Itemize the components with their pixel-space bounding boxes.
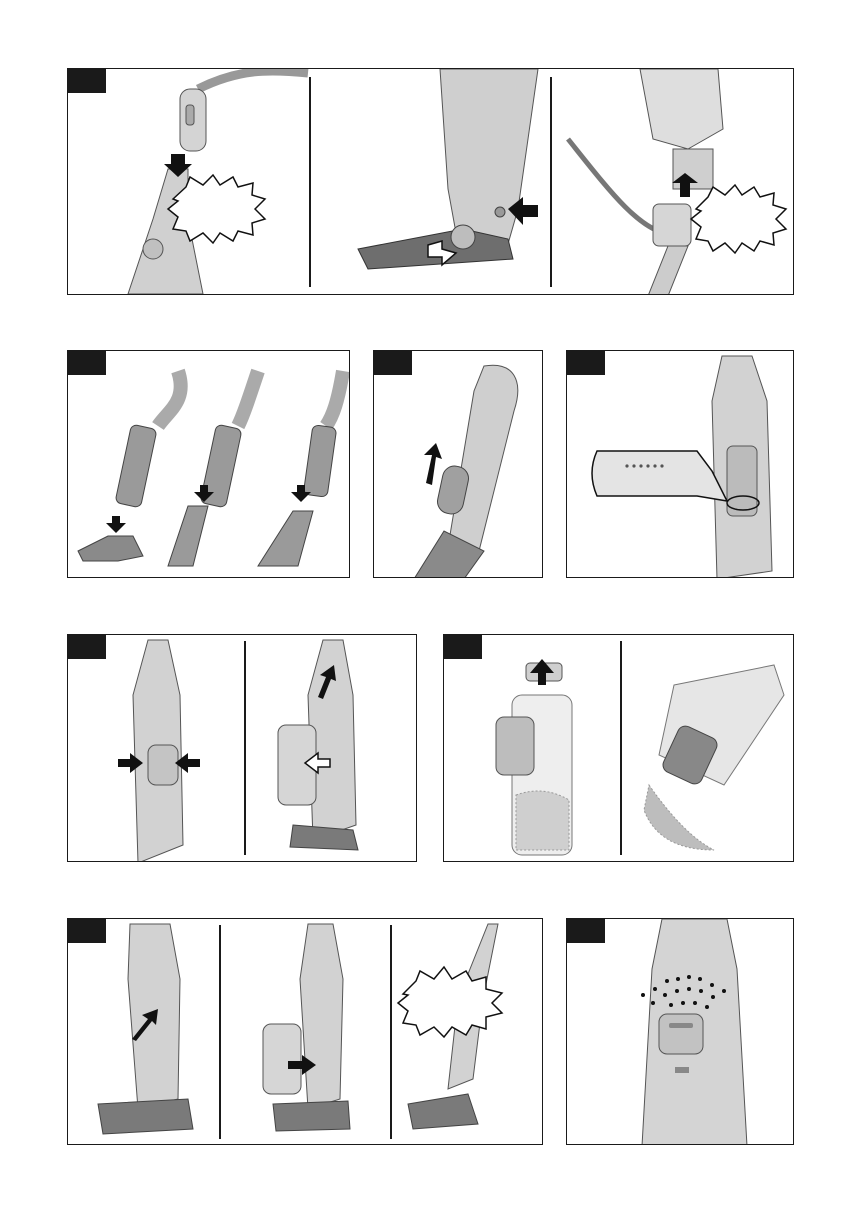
- click-burst-icon: [398, 967, 502, 1037]
- dust-emptying-image: [644, 665, 784, 850]
- panel-1-illustration: [68, 69, 794, 295]
- filter-lift-image: [496, 663, 572, 855]
- down-arrow-icon-1: [106, 516, 126, 533]
- panel-1: [67, 68, 794, 295]
- dust-cup-hose-image: [568, 69, 723, 295]
- panel-5: [67, 634, 417, 862]
- panel-4-illustration: [567, 351, 794, 578]
- up-arrow-icon: [424, 443, 442, 485]
- attach-container-image: [263, 924, 350, 1131]
- charging-body-image: [642, 919, 747, 1145]
- vacuum-base-image: [358, 69, 538, 269]
- panel-3: [373, 350, 543, 578]
- vacuum-body-image: [712, 356, 772, 578]
- dust-container-removed-image: [278, 640, 358, 850]
- panel-3-illustration: [374, 351, 543, 578]
- nozzle-attachments-image: [78, 371, 343, 566]
- click-burst-icon-2: [691, 185, 786, 253]
- panel-7: [67, 918, 543, 1145]
- panel-6-illustration: [444, 635, 794, 862]
- panel-8: [566, 918, 794, 1145]
- panel-6: [443, 634, 794, 862]
- panel-2-illustration: [68, 351, 350, 578]
- panel-7-illustration: [68, 919, 543, 1145]
- panel-8-illustration: [567, 919, 794, 1145]
- panel-4: [566, 350, 794, 578]
- indicator-callout-bubble: [592, 451, 727, 501]
- dust-container-press-image: [133, 640, 183, 862]
- panel-2: [67, 350, 350, 578]
- panel-5-illustration: [68, 635, 417, 862]
